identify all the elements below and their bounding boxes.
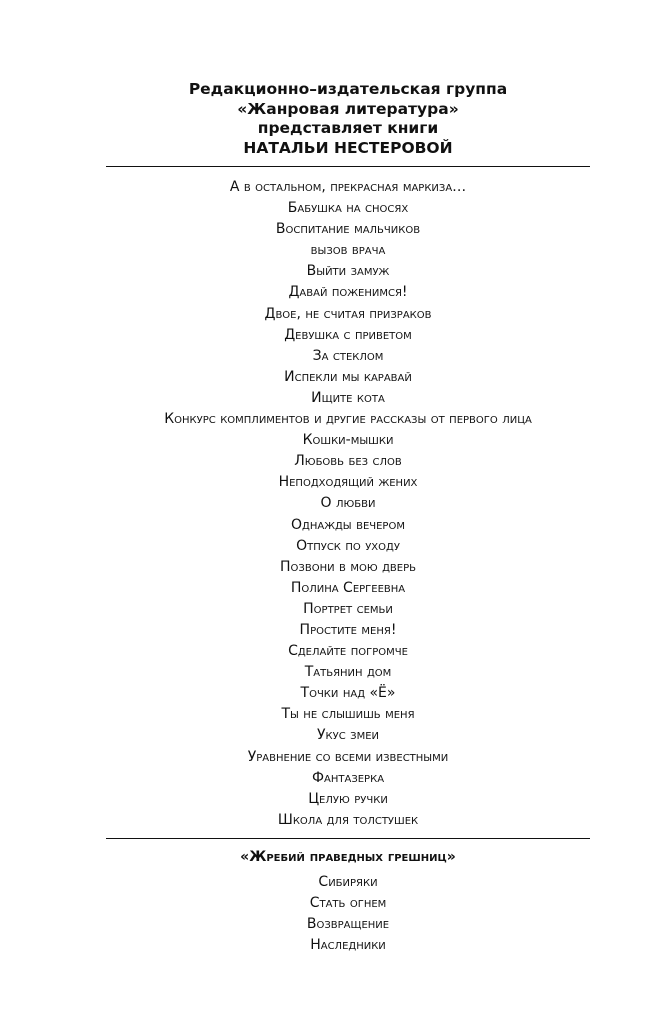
header-line-imprint: «Жанровая литература» (237, 99, 459, 118)
book-title: За стеклом (312, 347, 384, 364)
book-title: Девушка с приветом (284, 326, 412, 343)
divider-series (106, 838, 590, 839)
header-line-author: НАТАЛЬИ НЕСТЕРОВОЙ (243, 139, 453, 158)
book-title: Кошки-мышки (302, 432, 394, 449)
book-title: Ищите кота (311, 389, 385, 406)
publisher-header (106, 80, 590, 159)
divider-top (106, 166, 590, 167)
series-book-title: Сибиряки (318, 874, 378, 890)
book-title: Сделайте погромче (288, 643, 408, 660)
book-title: О любви (320, 495, 376, 512)
book-title: Любовь без слов (294, 453, 402, 470)
book-title: Испекли мы каравай (284, 368, 412, 385)
book-title: Однажды вечером (291, 516, 405, 533)
book-title: Давай поженимся! (288, 284, 408, 301)
series-book-title: Наследники (310, 937, 386, 954)
book-title: Школа для толстушек (277, 811, 419, 828)
series-book-title: Стать огнем (309, 895, 387, 912)
book-title: Двое, не считая призраков (264, 305, 432, 322)
series-book-title: Возвращение (306, 916, 390, 933)
book-title: Укус змеи (317, 727, 379, 744)
header-line-publisher: Редакционно–издательская группа (188, 80, 508, 98)
header-line-presents: представляет книги (257, 119, 439, 138)
book-title: Конкурс комплиментов и другие рассказы от первого лица (164, 411, 532, 428)
book-title: Полина Сергеевна (290, 579, 406, 596)
book-title: Бабушка на сносях (287, 200, 409, 217)
book-title: Точки над «Ё» (300, 685, 396, 702)
book-list (86, 177, 610, 831)
book-title: Выйти замуж (306, 263, 390, 280)
book-title: Позвони в мою дверь (280, 558, 416, 575)
book-title: Воспитание мальчиков (275, 221, 421, 238)
book-title: Фантазерка (311, 769, 385, 786)
book-title: Отпуск по уходу (296, 537, 400, 554)
series-book-list (86, 872, 610, 956)
book-title: Уравнение со всеми известными (247, 748, 449, 765)
book-title: А в остальном, прекрасная маркиза… (229, 179, 467, 195)
book-title: Татьянин дом (304, 664, 392, 681)
book-title: Ты не слышишь меня (281, 706, 415, 723)
book-title: Простите меня! (299, 621, 397, 638)
series-title: «Жребий праведных грешниц» (240, 849, 456, 865)
book-title: Целую ручки (308, 790, 388, 807)
book-title: Портрет семьи (303, 600, 393, 617)
book-title: вызов врача (310, 242, 386, 259)
book-title: Неподходящий жених (278, 474, 418, 491)
